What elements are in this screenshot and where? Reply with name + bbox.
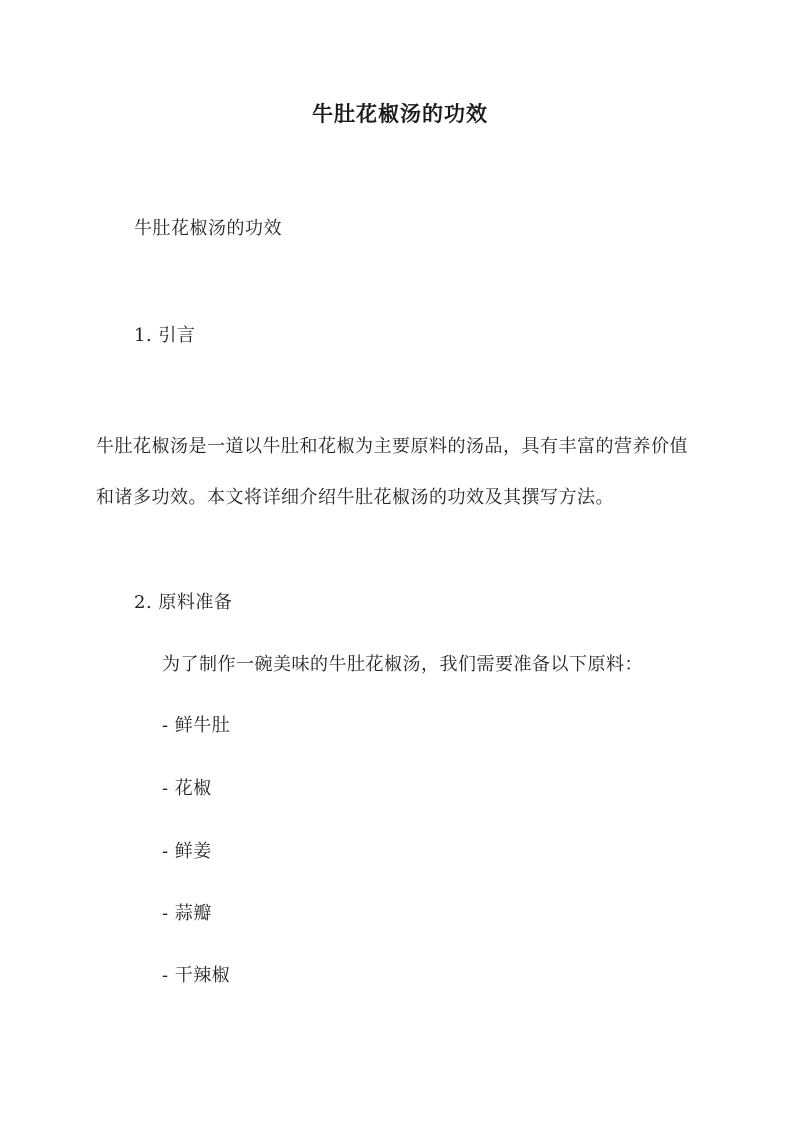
ingredient-list-item: - 干辣椒	[162, 965, 231, 986]
intro-paragraph-line-1: 牛肚花椒汤是一道以牛肚和花椒为主要原料的汤品，具有丰富的营养价值	[96, 436, 688, 457]
ingredient-list-item: - 鲜牛肚	[162, 715, 231, 736]
document-title: 牛肚花椒汤的功效	[312, 101, 488, 126]
section-heading-ingredients: 2. 原料准备	[134, 592, 233, 613]
ingredient-list-item: - 花椒	[162, 778, 212, 799]
section-heading-introduction: 1. 引言	[134, 325, 196, 346]
ingredient-list-item: - 蒜瓣	[162, 903, 212, 924]
ingredients-intro: 为了制作一碗美味的牛肚花椒汤，我们需要准备以下原料：	[162, 654, 643, 675]
intro-paragraph-line-2: 和诸多功效。本文将详细介绍牛肚花椒汤的功效及其撰写方法。	[96, 487, 614, 508]
document-subtitle: 牛肚花椒汤的功效	[134, 218, 282, 239]
ingredient-list-item: - 鲜姜	[162, 841, 212, 862]
